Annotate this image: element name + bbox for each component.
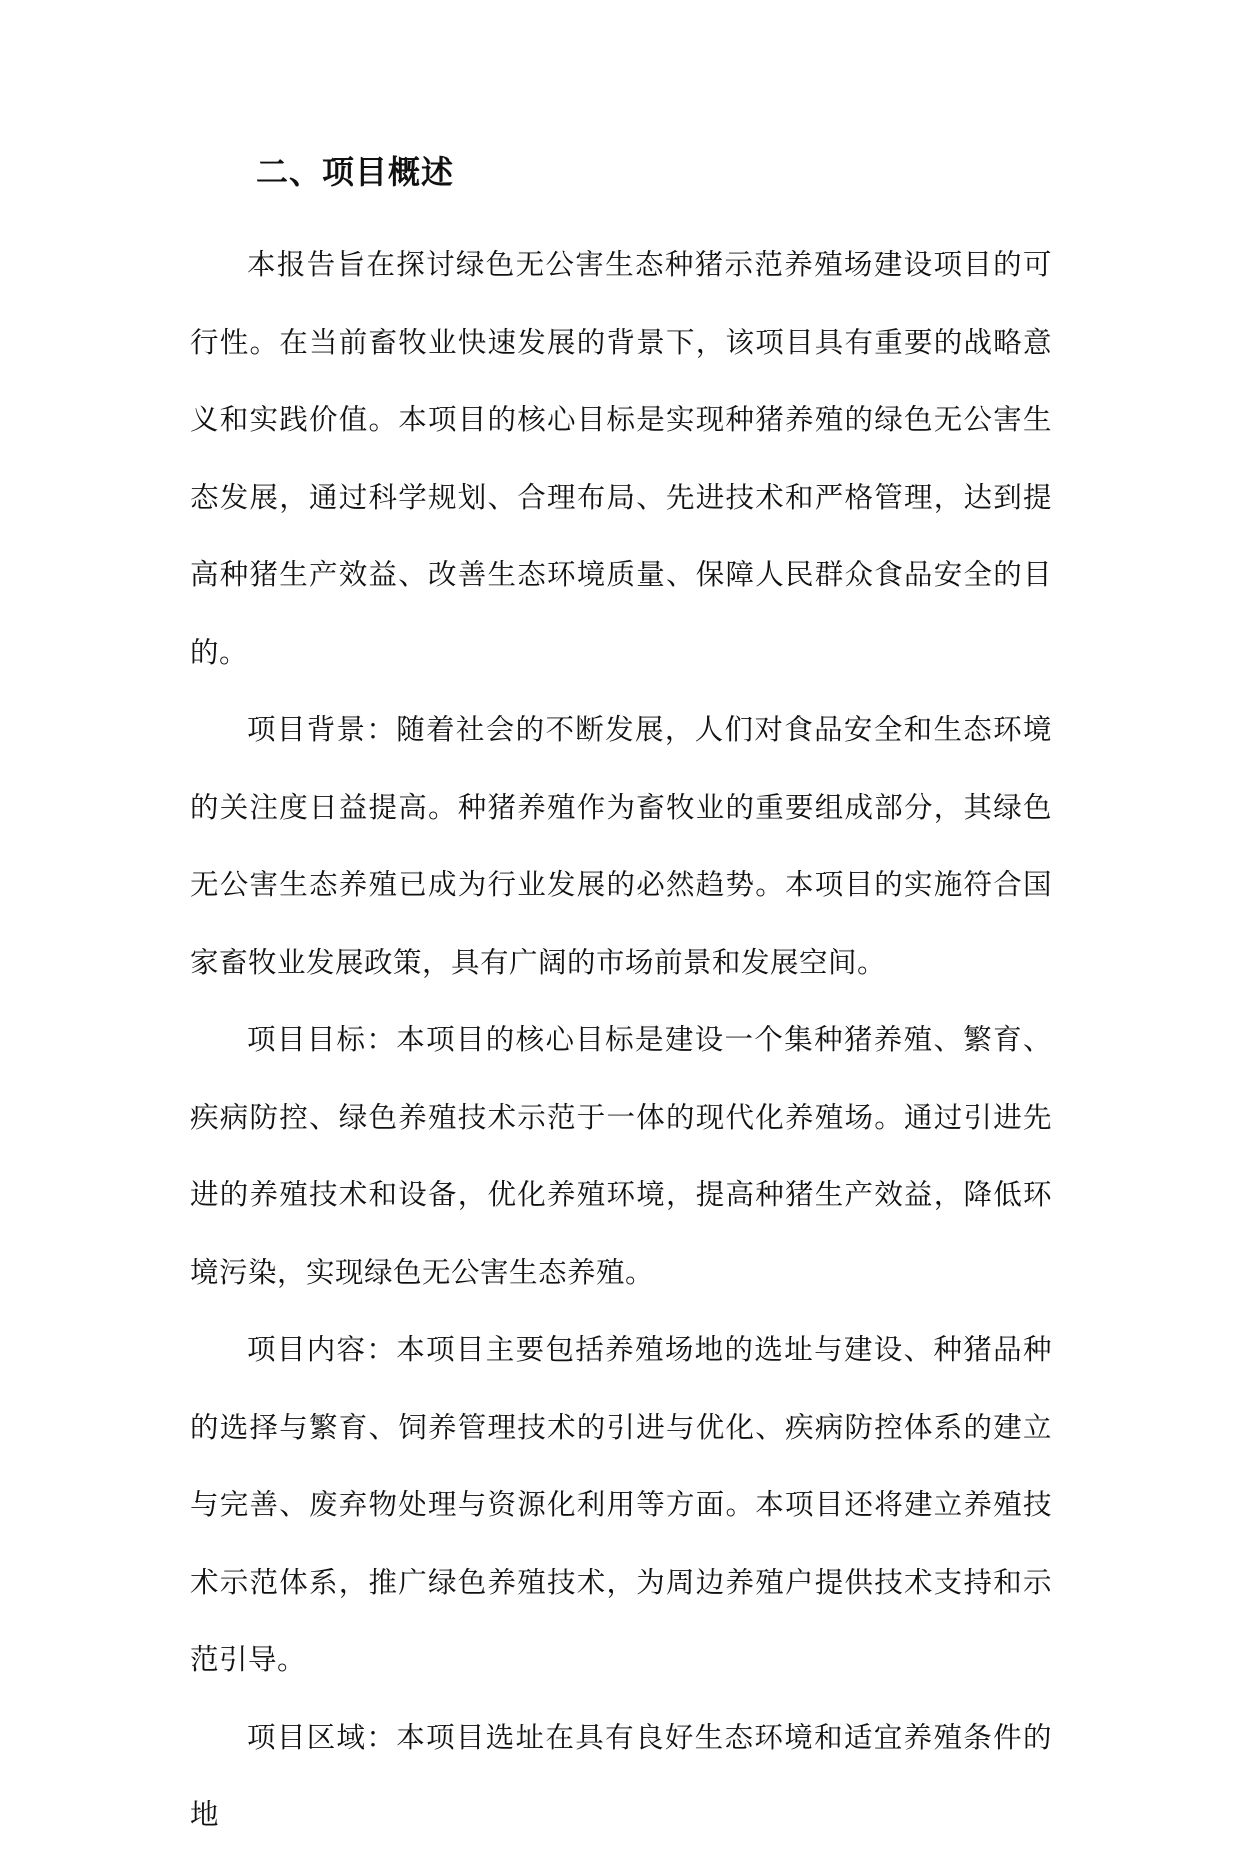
body-text <box>190 226 1052 1854</box>
paragraph-intro: 本报告旨在探讨绿色无公害生态种猪示范养殖场建设项目的可行性。在当前畜牧业快速发展的背景下，该项目具有重要的战略意义和实践价值。本项目的核心目标是实现种猪养殖的绿色无公害生态发展，通过科学规划、合理布局、先进技术和严格管理，达到提高种猪生产效益、改善生态环境质量、保障人民群众食品安全的目的。 <box>190 248 1052 669</box>
paragraph-goals: 项目目标：本项目的核心目标是建设一个集种猪养殖、繁育、疾病防控、绿色养殖技术示范于一体的现代化养殖场。通过引进先进的养殖技术和设备，优化养殖环境，提高种猪生产效益，降低环境污染，实现绿色无公害生态养殖。 <box>190 1023 1052 1289</box>
section-heading: 二、项目概述 <box>256 153 455 191</box>
paragraph-region: 项目区域：本项目选址在具有良好生态环境和适宜养殖条件的地 <box>190 1720 1052 1831</box>
paragraph-background: 项目背景：随着社会的不断发展，人们对食品安全和生态环境的关注度日益提高。种猪养殖作为畜牧业的重要组成部分，其绿色无公害生态养殖已成为行业发展的必然趋势。本项目的实施符合国家畜牧业发展政策，具有广阔的市场前景和发展空间。 <box>190 713 1052 979</box>
paragraph-content: 项目内容：本项目主要包括养殖场地的选址与建设、种猪品种的选择与繁育、饲养管理技术的引进与优化、疾病防控体系的建立与完善、废弃物处理与资源化利用等方面。本项目还将建立养殖技术示范体系，推广绿色养殖技术，为周边养殖户提供技术支持和示范引导。 <box>190 1333 1052 1676</box>
